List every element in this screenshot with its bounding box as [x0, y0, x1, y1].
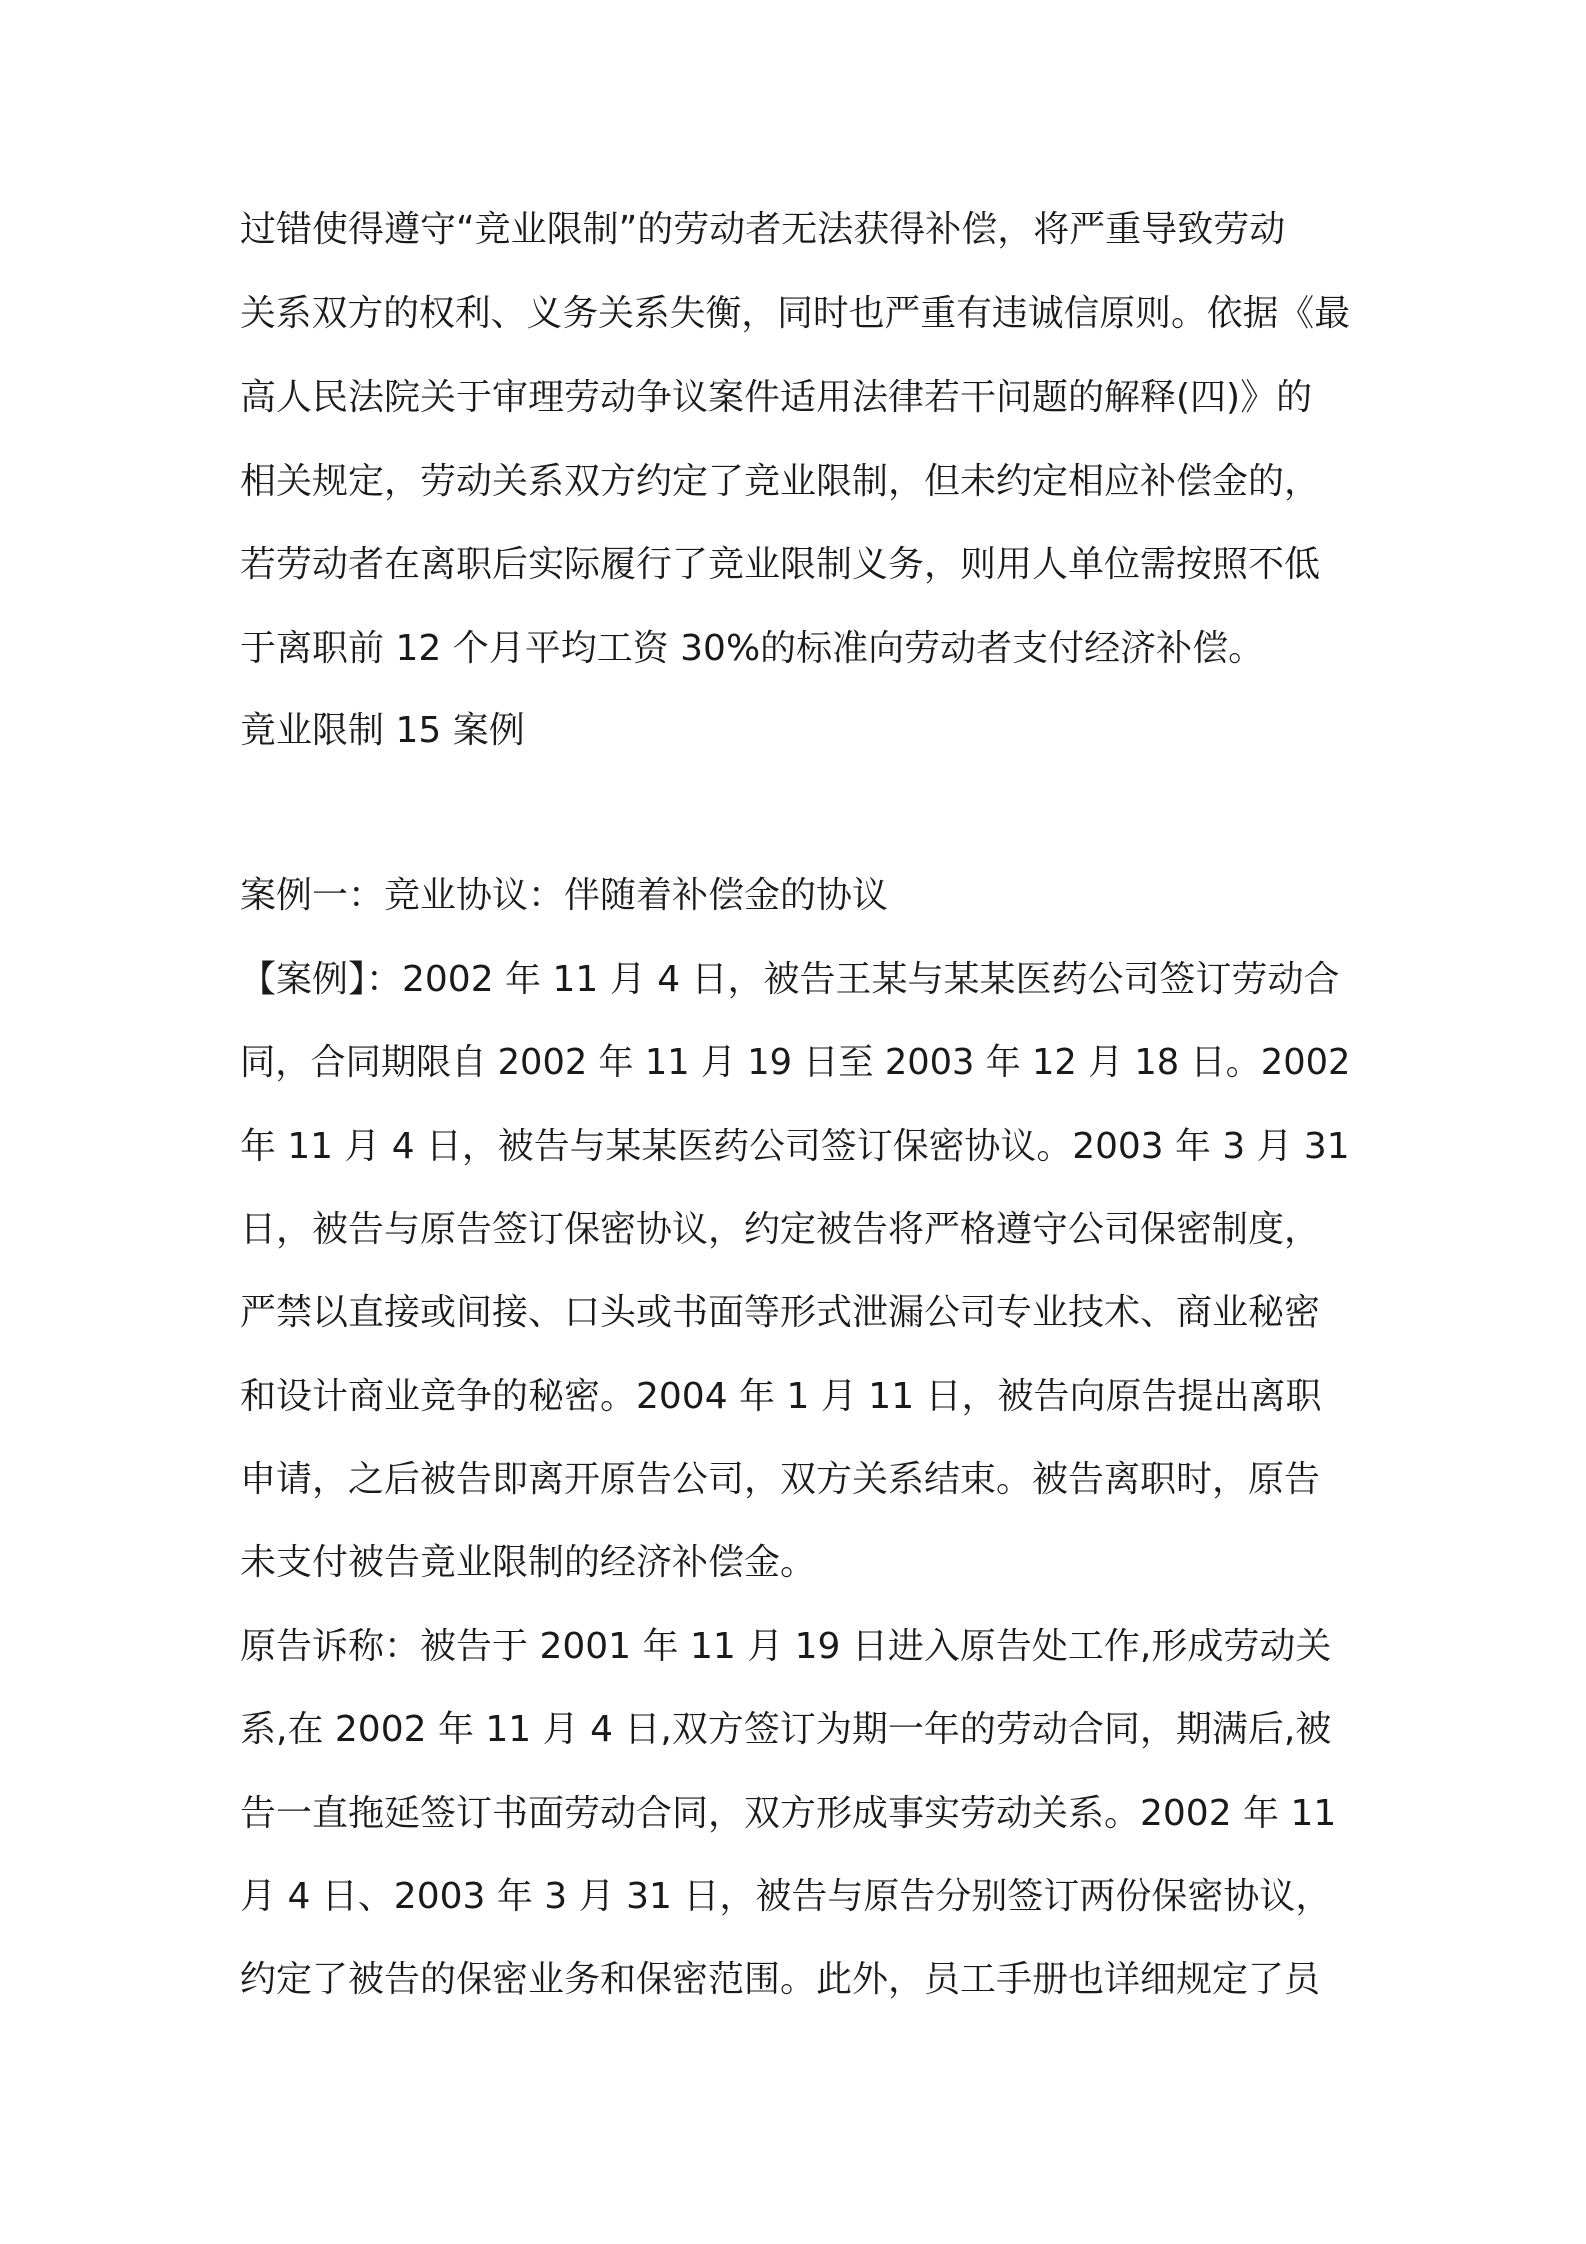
- paragraph-line: 同，合同期限自 2002 年 11 月 19 日至 2003 年 12 月 18 日。2002: [240, 1042, 1351, 1083]
- paragraph-line: 【案例】：2002 年 11 月 4 日，被告王某与某某医药公司签订劳动合: [240, 959, 1340, 1000]
- paragraph-line: 关系双方的权利、义务关系失衡，同时也严重有违诚信原则。依据《最: [240, 293, 1351, 334]
- paragraph-line: 系,在 2002 年 11 月 4 日,双方签订为期一年的劳动合同，期满后,被: [240, 1709, 1332, 1750]
- paragraph-line: 原告诉称：被告于 2001 年 11 月 19 日进入原告处工作,形成劳动关: [240, 1626, 1332, 1667]
- paragraph-line: 于离职前 12 个月平均工资 30%的标准向劳动者支付经济补偿。: [240, 628, 1265, 669]
- section-heading: 竟业限制 15 案例: [240, 710, 525, 751]
- paragraph-line: 年 11 月 4 日，被告与某某医药公司签订保密协议。2003 年 3 月 31: [240, 1126, 1350, 1167]
- paragraph-line: 告一直拖延签订书面劳动合同，双方形成事实劳动关系。2002 年 11: [240, 1793, 1337, 1834]
- paragraph-line: 高人民法院关于审理劳动争议案件适用法律若干问题的解释(四)》的: [240, 377, 1313, 418]
- paragraph-line: 若劳动者在离职后实际履行了竞业限制义务，则用人单位需按照不低: [240, 544, 1321, 585]
- paragraph-line: 日，被告与原告签订保密协议，约定被告将严格遵守公司保密制度，: [240, 1209, 1321, 1250]
- paragraph-line: 月 4 日、2003 年 3 月 31 日，被告与原告分别签订两份保密协议，: [240, 1876, 1332, 1917]
- paragraph-line: 和设计商业竞争的秘密。2004 年 1 月 11 日，被告向原告提出离职: [240, 1376, 1322, 1417]
- paragraph-line: 过错使得遵守“竞业限制”的劳动者无法获得补偿，将严重导致劳动: [240, 209, 1286, 250]
- paragraph-line: 严禁以直接或间接、口头或书面等形式泄漏公司专业技术、商业秘密: [240, 1292, 1321, 1333]
- paragraph-line: 约定了被告的保密业务和保密范围。此外，员工手册也详细规定了员: [240, 1959, 1321, 2000]
- paragraph-line: 相关规定，劳动关系双方约定了竞业限制，但未约定相应补偿金的，: [240, 461, 1321, 502]
- case-title: 案例一：竞业协议：伴随着补偿金的协议: [240, 875, 889, 916]
- paragraph-line: 申请，之后被告即离开原告公司，双方关系结束。被告离职时，原告: [240, 1459, 1321, 1500]
- paragraph-line: 未支付被告竟业限制的经济补偿金。: [240, 1542, 817, 1583]
